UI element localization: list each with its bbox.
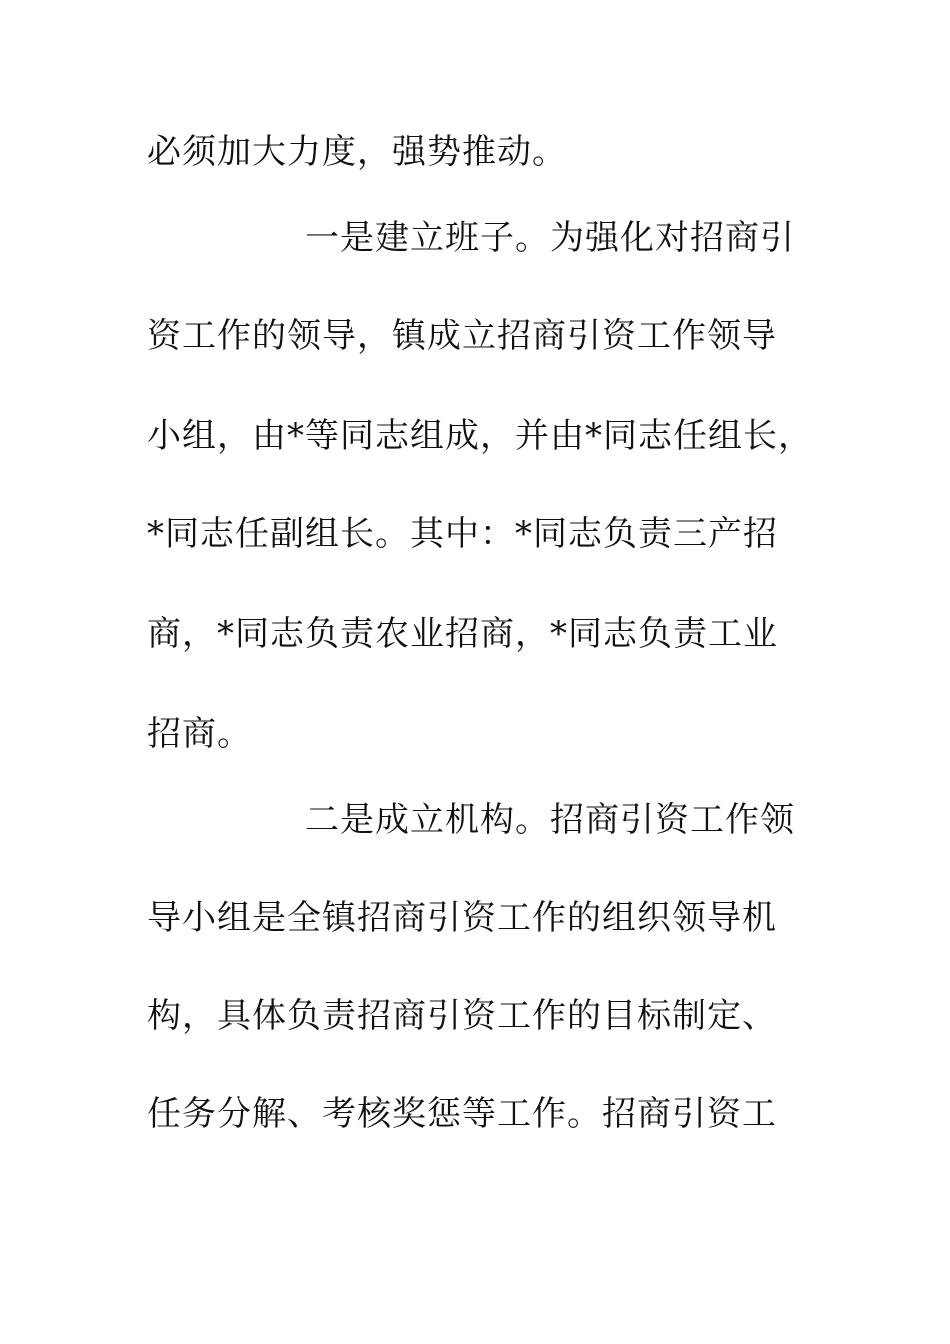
text-line-4: 小组，由*等同志组成，并由*同志任组长， [147, 416, 813, 456]
text-line-2: 一是建立班子。为强化对招商引 [305, 218, 795, 258]
text-line-1: 必须加大力度，强势推动。 [147, 132, 567, 172]
text-line-5: *同志任副组长。其中：*同志负责三产招 [147, 514, 778, 554]
text-line-11: 任务分解、考核奖惩等工作。招商引资工 [147, 1094, 777, 1134]
text-line-9: 导小组是全镇招商引资工作的组织领导机 [147, 898, 777, 938]
text-line-3: 资工作的领导，镇成立招商引资工作领导 [147, 316, 777, 356]
text-line-6: 商，*同志负责农业招商，*同志负责工业 [147, 614, 778, 654]
text-line-10: 构，具体负责招商引资工作的目标制定、 [147, 996, 777, 1036]
text-line-8: 二是成立机构。招商引资工作领 [305, 800, 795, 840]
text-line-7: 招商。 [147, 714, 252, 754]
